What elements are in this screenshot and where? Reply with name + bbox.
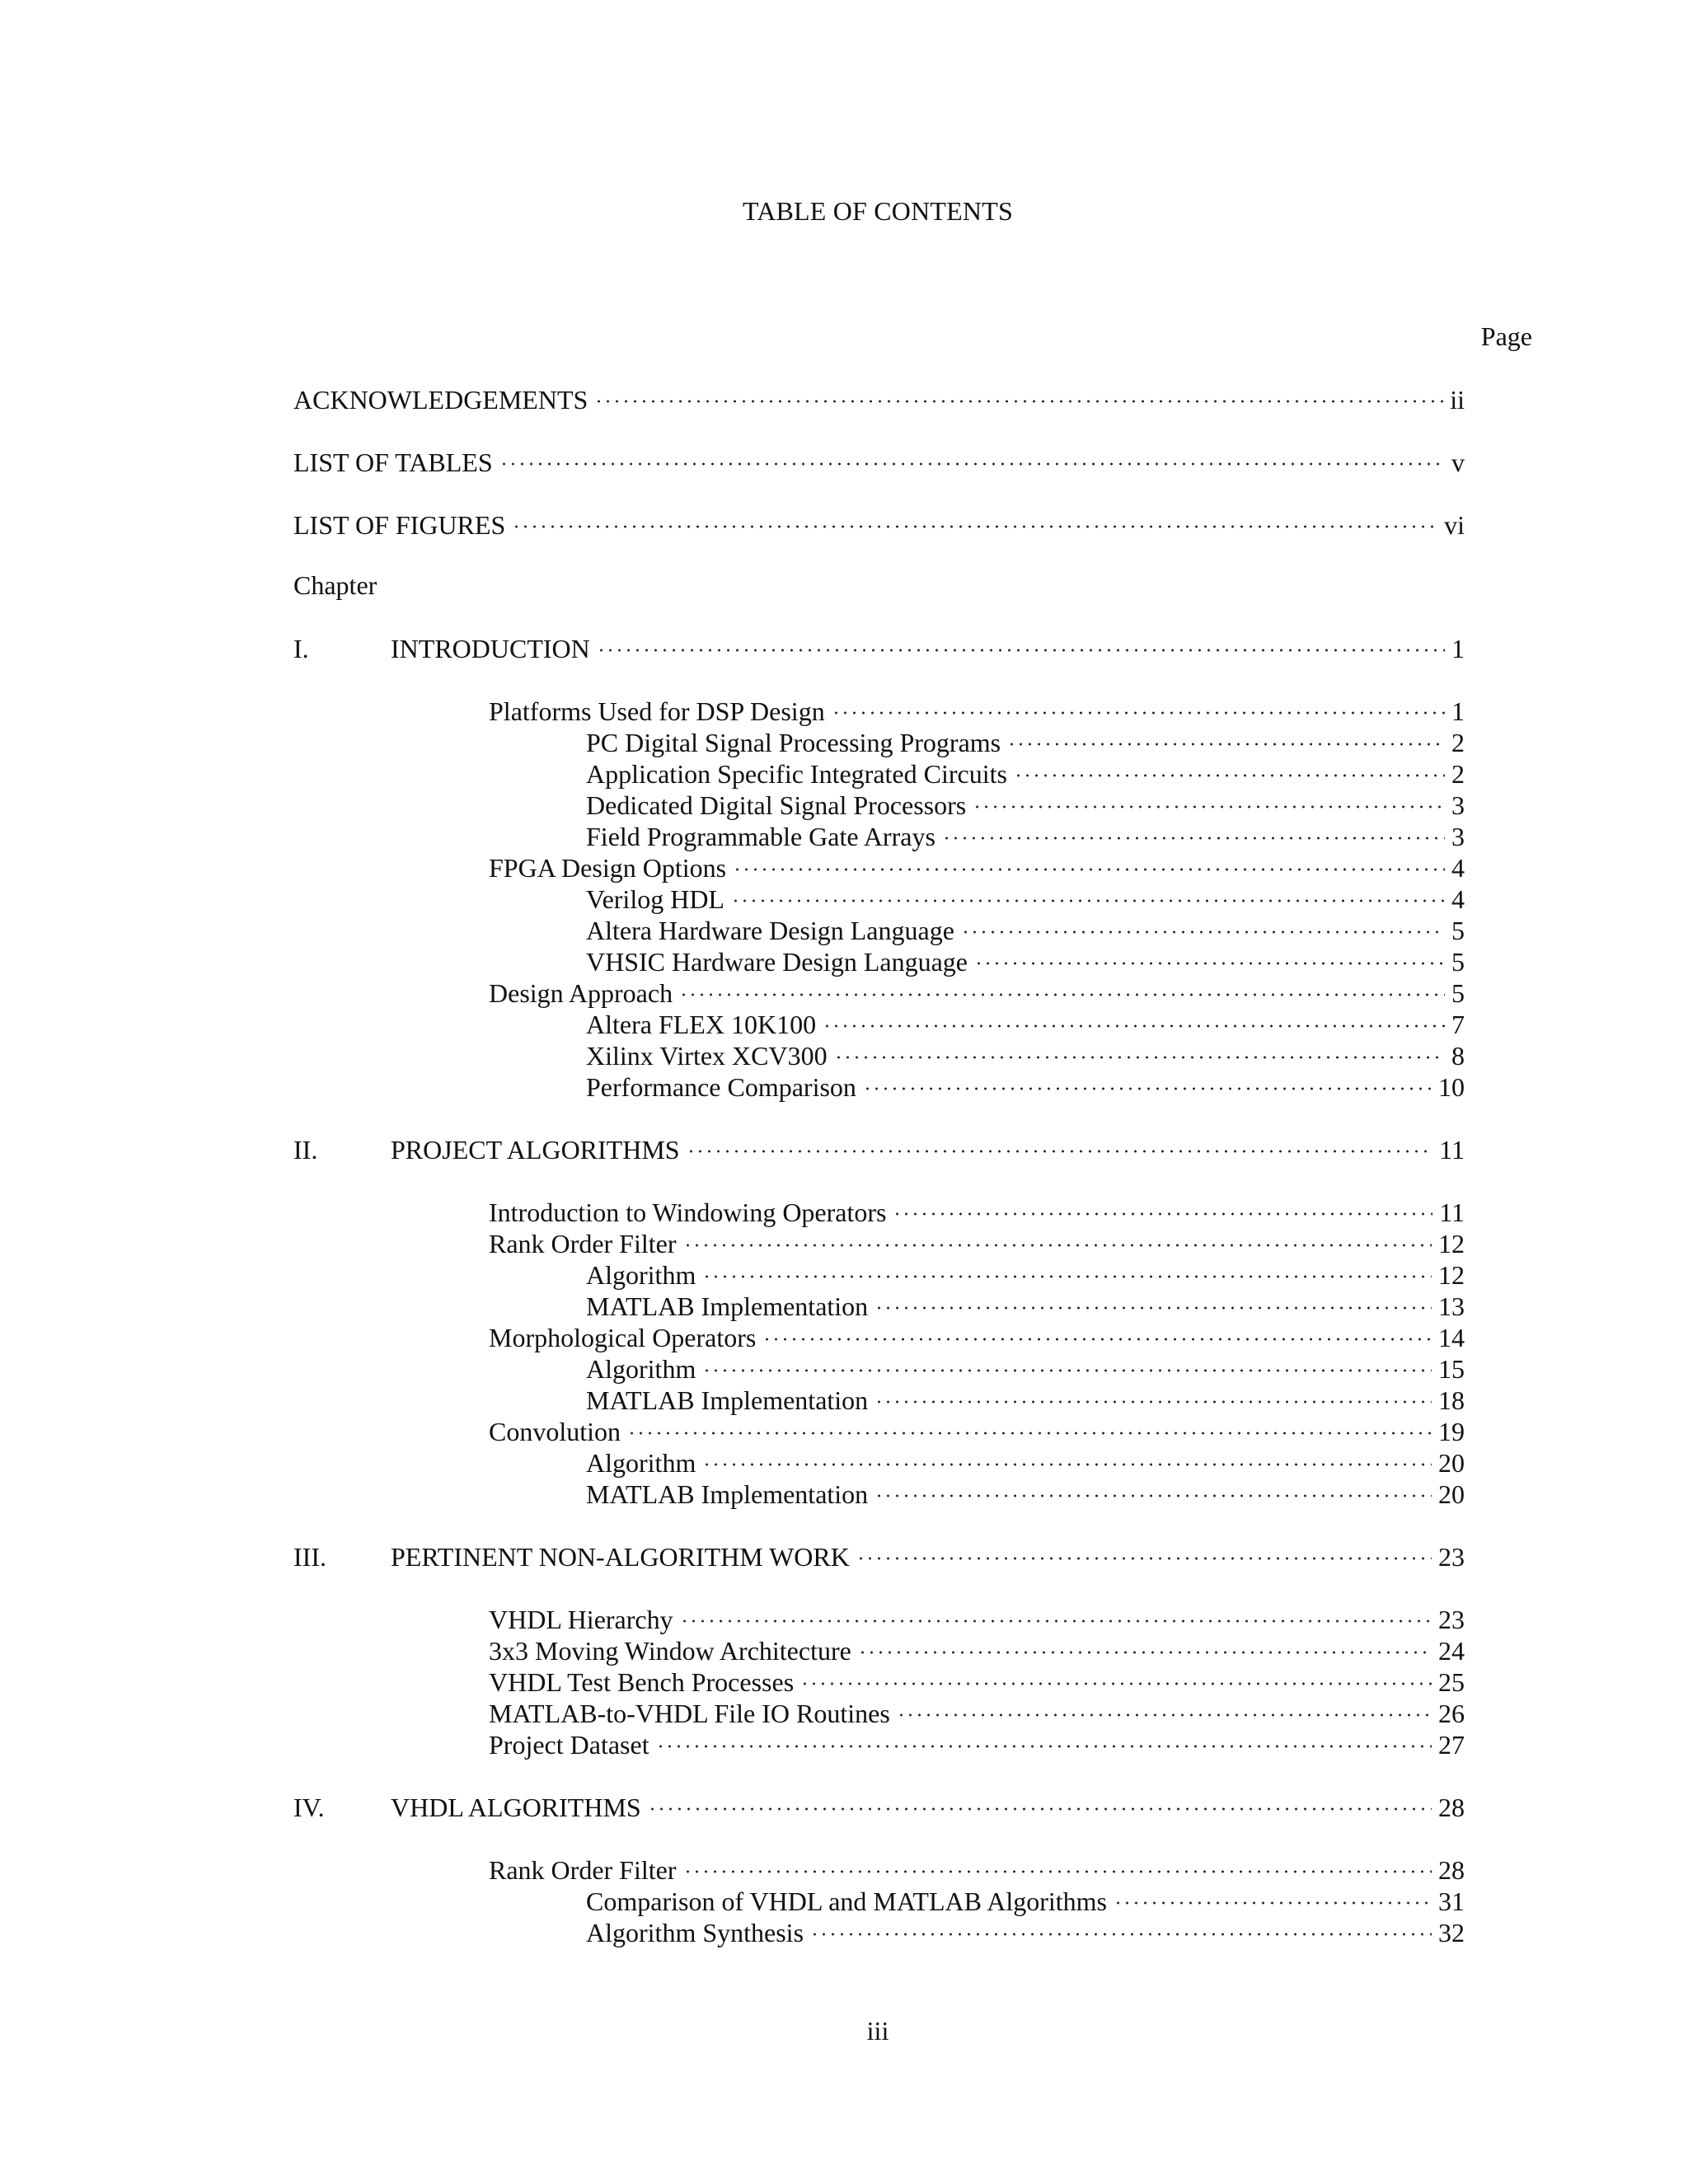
toc-subsection-algorithm[interactable] xyxy=(586,1446,1465,1479)
dot-leader xyxy=(702,1362,1432,1379)
dot-leader xyxy=(594,393,1443,410)
toc-entry-list-of-figures[interactable] xyxy=(293,509,1465,541)
toc-page-number: 4 xyxy=(1451,853,1465,883)
toc-subsection-application-specific-integrated-circuits[interactable] xyxy=(586,757,1465,790)
dot-leader xyxy=(731,893,1445,909)
toc-entry-title: Performance Comparison xyxy=(586,1072,856,1102)
toc-section-project-dataset[interactable] xyxy=(489,1728,1465,1761)
dot-leader xyxy=(973,799,1445,815)
toc-entry-title: Altera FLEX 10K100 xyxy=(586,1010,817,1039)
toc-section-vhdl-test-bench-processes[interactable] xyxy=(489,1666,1465,1699)
toc-page-number: 8 xyxy=(1451,1041,1465,1071)
dot-leader xyxy=(680,1613,1432,1629)
dot-leader xyxy=(823,1018,1445,1034)
toc-subsection-matlab-implementation[interactable] xyxy=(586,1384,1465,1417)
toc-subsection-performance-comparison[interactable] xyxy=(586,1071,1465,1104)
toc-page-number: 2 xyxy=(1451,759,1465,789)
dot-leader xyxy=(974,955,1445,972)
toc-page-number: 28 xyxy=(1438,1855,1465,1885)
toc-page-number: 5 xyxy=(1451,916,1465,945)
toc-page-number: 18 xyxy=(1438,1385,1465,1415)
toc-page-number: 19 xyxy=(1438,1417,1465,1446)
toc-section-morphological-operators[interactable] xyxy=(489,1321,1465,1354)
toc-entry-title: Field Programmable Gate Arrays xyxy=(586,822,935,851)
toc-entry-title: MATLAB Implementation xyxy=(586,1479,869,1509)
toc-section-matlab-to-vhdl-file-io-routines[interactable] xyxy=(489,1697,1465,1730)
page-column-header: Page xyxy=(1480,321,1532,351)
toc-page-number: 5 xyxy=(1451,947,1465,977)
dot-leader xyxy=(863,1080,1432,1097)
toc-page-number: 13 xyxy=(1438,1291,1465,1321)
toc-page-number: 20 xyxy=(1438,1479,1465,1509)
toc-entry-title: PERTINENT NON-ALGORITHM WORK xyxy=(391,1542,850,1572)
toc-entry-title: ACKNOWLEDGEMENTS xyxy=(293,385,588,415)
toc-subsection-altera-hardware-design-language[interactable] xyxy=(586,914,1465,947)
chapter-numeral: II. xyxy=(293,1135,318,1165)
chapter-numeral: IV. xyxy=(293,1793,325,1822)
toc-page-number: 32 xyxy=(1438,1918,1465,1947)
toc-entry-title: VHDL Test Bench Processes xyxy=(489,1667,795,1697)
toc-entry-acknowledgements[interactable] xyxy=(293,383,1465,416)
dot-leader xyxy=(762,1331,1432,1347)
page-number-footer: iii xyxy=(866,2016,889,2046)
toc-subsection-xilinx-virtex-xcv300[interactable] xyxy=(586,1039,1465,1072)
toc-section-rank-order-filter[interactable] xyxy=(489,1854,1465,1886)
chapter-numeral: I. xyxy=(293,634,309,663)
toc-page-number: 10 xyxy=(1438,1072,1465,1102)
toc-page-number: 24 xyxy=(1438,1636,1465,1666)
toc-entry-title: VHDL ALGORITHMS xyxy=(391,1793,641,1822)
toc-page-number: 11 xyxy=(1439,1197,1465,1227)
toc-entry-title: LIST OF FIGURES xyxy=(293,510,506,540)
toc-section-platforms-used-for-dsp-design[interactable] xyxy=(489,695,1465,728)
toc-page-number: 25 xyxy=(1438,1667,1465,1697)
dot-leader xyxy=(893,1206,1432,1222)
dot-leader xyxy=(512,518,1437,535)
toc-entry-title: LIST OF TABLES xyxy=(293,448,493,477)
toc-entry-title: Dedicated Digital Signal Processors xyxy=(586,790,967,820)
toc-entry-title: Algorithm xyxy=(586,1354,696,1384)
toc-entry-title: Rank Order Filter xyxy=(489,1855,677,1885)
toc-subsection-verilog-hdl[interactable] xyxy=(586,883,1465,916)
toc-chapter-introduction[interactable] xyxy=(293,632,1465,665)
dot-leader xyxy=(702,1268,1432,1285)
toc-page-number: 5 xyxy=(1451,978,1465,1008)
toc-page-number: vi xyxy=(1444,510,1465,540)
toc-page-number: 2 xyxy=(1451,728,1465,757)
toc-entry-title: INTRODUCTION xyxy=(391,634,590,663)
dot-leader xyxy=(627,1425,1432,1441)
dot-leader xyxy=(858,1644,1432,1661)
toc-page-number: 12 xyxy=(1438,1260,1465,1290)
toc-entry-title: Algorithm xyxy=(586,1260,696,1290)
toc-section-3x3-moving-window-architecture[interactable] xyxy=(489,1634,1465,1667)
dot-leader xyxy=(683,1237,1432,1254)
toc-entry-title: Morphological Operators xyxy=(489,1323,757,1352)
toc-entry-title: Design Approach xyxy=(489,978,673,1008)
toc-entry-title: Xilinx Virtex XCV300 xyxy=(586,1041,828,1071)
dot-leader xyxy=(897,1707,1432,1723)
dot-leader xyxy=(648,1801,1432,1817)
toc-entry-title: Algorithm xyxy=(586,1448,696,1478)
toc-page-number: 20 xyxy=(1438,1448,1465,1478)
toc-page-number: 3 xyxy=(1451,790,1465,820)
dot-leader xyxy=(874,1300,1432,1316)
toc-chapter-pertinent-non-algorithm-work[interactable] xyxy=(293,1540,1465,1573)
dot-leader xyxy=(1007,736,1445,752)
toc-entry-title: Altera Hardware Design Language xyxy=(586,916,954,945)
toc-subsection-pc-digital-signal-processing-programs[interactable] xyxy=(586,726,1465,759)
toc-entry-title: Rank Order Filter xyxy=(489,1229,677,1258)
toc-page-number: 11 xyxy=(1439,1135,1465,1165)
toc-entry-title: PROJECT ALGORITHMS xyxy=(391,1135,680,1165)
dot-leader xyxy=(832,705,1445,721)
toc-subsection-algorithm[interactable] xyxy=(586,1352,1465,1385)
dot-leader xyxy=(597,642,1445,658)
dot-leader xyxy=(702,1456,1432,1473)
dot-leader xyxy=(834,1049,1445,1066)
toc-section-convolution[interactable] xyxy=(489,1415,1465,1448)
toc-page-number: 23 xyxy=(1438,1605,1465,1634)
dot-leader xyxy=(961,924,1445,940)
toc-page-number: v xyxy=(1451,448,1465,477)
chapter-numeral: III. xyxy=(293,1542,326,1572)
toc-page-number: 31 xyxy=(1438,1886,1465,1916)
toc-entry-title: Verilog HDL xyxy=(586,884,724,914)
toc-page-number: 4 xyxy=(1451,884,1465,914)
toc-entry-title: MATLAB Implementation xyxy=(586,1385,869,1415)
toc-subsection-matlab-implementation[interactable] xyxy=(586,1290,1465,1323)
dot-leader xyxy=(499,456,1445,472)
toc-page-number: 1 xyxy=(1451,634,1465,663)
dot-leader xyxy=(856,1550,1432,1567)
toc-section-design-approach[interactable] xyxy=(489,977,1465,1010)
toc-page-number: 26 xyxy=(1438,1699,1465,1728)
chapter-heading: Chapter xyxy=(293,570,377,600)
toc-subsection-algorithm[interactable] xyxy=(586,1258,1465,1291)
toc-page-number: ii xyxy=(1450,385,1465,415)
toc-page-number: 14 xyxy=(1438,1323,1465,1352)
toc-section-fpga-design-options[interactable] xyxy=(489,851,1465,884)
dot-leader xyxy=(800,1675,1432,1692)
toc-page-number: 23 xyxy=(1438,1542,1465,1572)
toc-subsection-algorithm-synthesis[interactable] xyxy=(586,1916,1465,1949)
toc-section-introduction-to-windowing-operators[interactable] xyxy=(489,1196,1465,1229)
toc-chapter-project-algorithms[interactable] xyxy=(293,1133,1465,1166)
toc-subsection-matlab-implementation[interactable] xyxy=(586,1478,1465,1511)
toc-entry-title: Application Specific Integrated Circuits xyxy=(586,759,1007,789)
toc-entry-title: VHDL Hierarchy xyxy=(489,1605,673,1634)
toc-subsection-dedicated-digital-signal-processors[interactable] xyxy=(586,789,1465,822)
toc-entry-title: Platforms Used for DSP Design xyxy=(489,696,825,726)
dot-leader xyxy=(733,861,1445,878)
toc-entry-title: PC Digital Signal Processing Programs xyxy=(586,728,1001,757)
toc-entry-title: Convolution xyxy=(489,1417,621,1446)
toc-page-number: 1 xyxy=(1451,696,1465,726)
dot-leader xyxy=(942,830,1445,846)
toc-entry-title: Algorithm Synthesis xyxy=(586,1918,804,1947)
toc-entry-title: 3x3 Moving Window Architecture xyxy=(489,1636,851,1666)
toc-subsection-altera-flex-10k100[interactable] xyxy=(586,1008,1465,1041)
toc-page-number: 28 xyxy=(1438,1793,1465,1822)
toc-entry-list-of-tables[interactable] xyxy=(293,446,1465,479)
toc-chapter-vhdl-algorithms[interactable] xyxy=(293,1791,1465,1824)
dot-leader xyxy=(1114,1895,1432,1911)
toc-entry-title: Project Dataset xyxy=(489,1730,649,1760)
toc-subsection-vhsic-hardware-design-language[interactable] xyxy=(586,945,1465,978)
toc-entry-title: Comparison of VHDL and MATLAB Algorithms xyxy=(586,1886,1107,1916)
dot-leader xyxy=(656,1738,1432,1755)
dot-leader xyxy=(874,1488,1432,1504)
dot-leader xyxy=(874,1394,1432,1410)
dot-leader xyxy=(687,1143,1433,1160)
toc-page-number: 7 xyxy=(1451,1010,1465,1039)
toc-section-vhdl-hierarchy[interactable] xyxy=(489,1603,1465,1636)
toc-entry-title: MATLAB-to-VHDL File IO Routines xyxy=(489,1699,890,1728)
toc-section-rank-order-filter[interactable] xyxy=(489,1227,1465,1260)
dot-leader xyxy=(683,1863,1432,1880)
toc-subsection-field-programmable-gate-arrays[interactable] xyxy=(586,820,1465,853)
toc-page-number: 3 xyxy=(1451,822,1465,851)
dot-leader xyxy=(1014,767,1445,784)
dot-leader xyxy=(810,1926,1432,1943)
toc-page-number: 27 xyxy=(1438,1730,1465,1760)
toc-entry-title: VHSIC Hardware Design Language xyxy=(586,947,968,977)
page-title: TABLE OF CONTENTS xyxy=(743,196,1013,226)
toc-entry-title: FPGA Design Options xyxy=(489,853,727,883)
toc-subsection-comparison-of-vhdl-and-matlab-algorithms[interactable] xyxy=(586,1885,1465,1918)
toc-entry-title: Introduction to Windowing Operators xyxy=(489,1197,887,1227)
toc-page-number: 15 xyxy=(1438,1354,1465,1384)
toc-page-number: 12 xyxy=(1438,1229,1465,1258)
toc-entry-title: MATLAB Implementation xyxy=(586,1291,869,1321)
dot-leader xyxy=(679,987,1445,1003)
